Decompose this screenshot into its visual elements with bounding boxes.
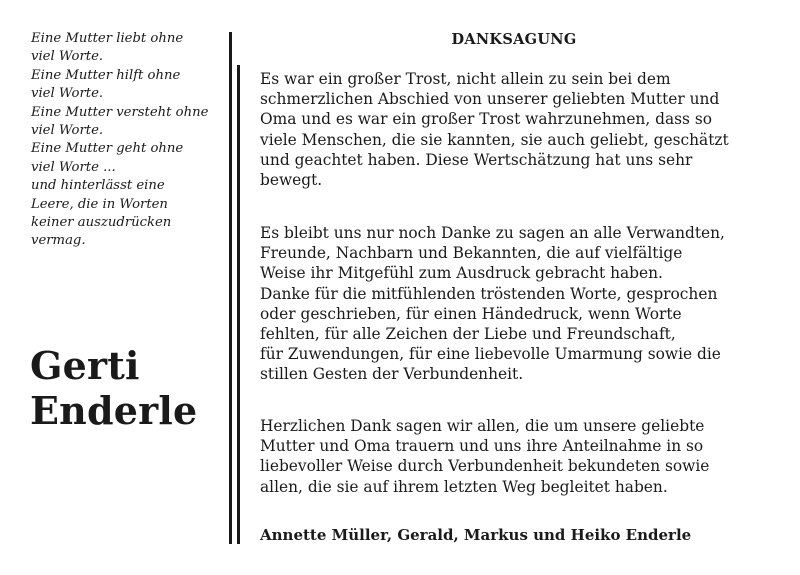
poem-line: Eine Mutter liebt ohne	[31, 31, 184, 46]
paragraph-line: Es bleibt uns nur noch Danke zu sagen an alle Verwandten,	[260, 224, 725, 242]
paragraph-line: allen, die sie auf ihrem letzten Weg begleitet haben.	[260, 477, 668, 496]
poem-line: viel Worte.	[31, 49, 104, 65]
signature: Annette Müller, Gerald, Markus und Heiko Enderle	[260, 526, 692, 544]
paragraph-line: fehlten, für alle Zeichen der Liebe und Freundschaft,	[260, 325, 676, 344]
paragraph-line: Mutter und Oma trauern und uns ihre Anteilnahme in so	[260, 437, 704, 456]
poem-line: vermag.	[31, 233, 86, 249]
poem-line: und hinterlässt eine	[31, 178, 165, 194]
paragraph-line: und geachtet haben. Diese Wertschätzung hat uns sehr	[260, 150, 693, 169]
deceased-last-name: Enderle	[30, 388, 198, 433]
notice-paragraph-3	[260, 416, 780, 497]
paragraph-line: viele Menschen, die sie kannten, sie auch geliebt, geschätzt	[260, 130, 729, 149]
paragraph-line: Freunde, Nachbarn und Bekannten, die auf vielfältige	[260, 244, 683, 263]
poem-line: Eine Mutter versteht ohne	[31, 104, 209, 120]
deceased-first-name: Gerti	[30, 343, 140, 388]
poem-line: viel Worte.	[31, 123, 104, 139]
notice-paragraph-1	[260, 69, 780, 190]
paragraph-line: stillen Gesten der Verbundenheit.	[260, 365, 524, 384]
paragraph-line: bewegt.	[260, 171, 323, 190]
deceased-name	[30, 343, 197, 433]
poem-line: Eine Mutter hilft ohne	[31, 67, 181, 83]
paragraph-line: schmerzlichen Abschied von unserer geliebten Mutter und	[260, 90, 720, 109]
poem-line: keiner auszudrücken	[31, 215, 172, 231]
vertical-divider-right	[237, 65, 240, 544]
poem-line: viel Worte ...	[31, 159, 116, 175]
paragraph-line: oder geschrieben, für einen Händedruck, wenn Worte	[260, 304, 682, 323]
paragraph-line: Danke für die mitfühlenden tröstenden Worte, gesprochen	[260, 284, 718, 303]
paragraph-line: liebevoller Weise durch Verbundenheit bekundeten sowie	[260, 457, 710, 476]
vertical-divider-left	[229, 32, 232, 544]
paragraph-line: Herzlichen Dank sagen wir allen, die um unsere geliebte	[260, 417, 705, 435]
poem-line: viel Worte.	[31, 86, 104, 102]
paragraph-line: Oma und es war ein großer Trost wahrzunehmen, dass so	[260, 110, 713, 129]
notice-paragraph-2	[260, 223, 780, 385]
poem	[31, 30, 226, 251]
paragraph-line: für Zuwendungen, für eine liebevolle Umarmung sowie die	[260, 345, 721, 364]
poem-line: Eine Mutter geht ohne	[31, 141, 184, 157]
paragraph-line: Es war ein großer Trost, nicht allein zu sein bei dem	[260, 70, 671, 88]
poem-line: Leere, die in Worten	[31, 196, 168, 212]
paragraph-line: Weise ihr Mitgefühl zum Ausdruck gebracht haben.	[260, 264, 663, 283]
notice-title: DANKSAGUNG	[451, 31, 577, 48]
